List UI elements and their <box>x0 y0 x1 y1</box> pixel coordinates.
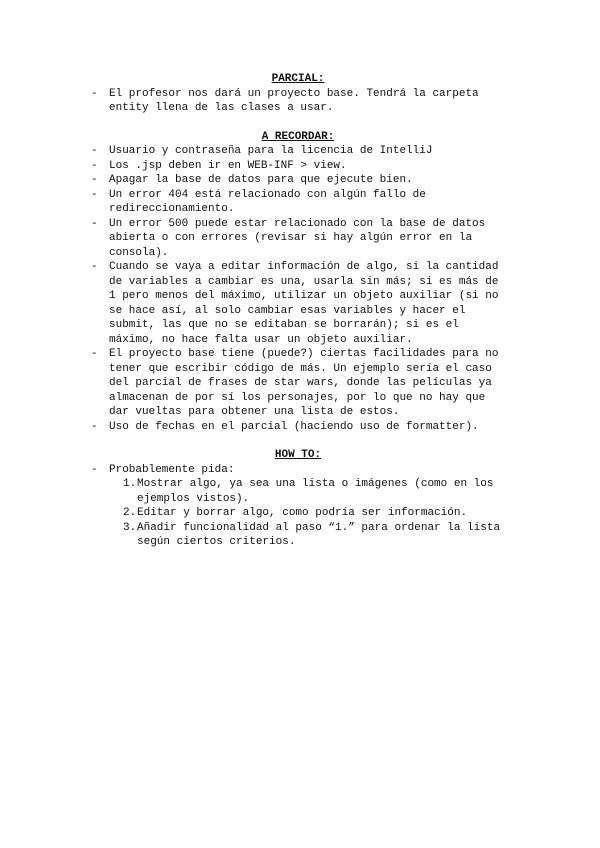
step-number: 3. <box>123 521 137 534</box>
recordar-item: - Uso de fechas en el parcial (haciendo uso de formatter). <box>88 420 508 435</box>
heading-a-recordar: A RECORDAR: <box>261 130 335 143</box>
recordar-item: - Cuando se vaya a editar información de algo, si la cantidad de variables a cambiar es una, usarla sin más; si es más de 1 pero menos del máximo, utilizar un objeto auxiliar (si no se hace así, al solo cambiar esas variables y hacer el submit, las que no se editaban se borrarán); si es el máximo, no hace falta usar un objeto auxiliar. <box>88 260 508 347</box>
step-text: Añadir funcionalidad al paso “1.” para ordenar la lista según ciertos criterios. <box>137 521 501 548</box>
recordar-item: - Usuario y contraseña para la licencia de IntelliJ <box>88 144 508 159</box>
howto-step <box>123 477 508 506</box>
howto-steps <box>88 477 508 550</box>
step-number: 1. <box>123 478 137 490</box>
parcial-item: - El profesor nos dará un proyecto base. Tendrá la carpeta entity llena de las clases a usar. <box>88 87 508 116</box>
howto-step <box>123 521 508 550</box>
recordar-item: - Los .jsp deben ir en WEB-INF > view. <box>88 159 508 174</box>
heading-parcial: PARCIAL: <box>271 73 325 85</box>
step-number: 2. <box>123 507 137 519</box>
recordar-item: - Un error 500 puede estar relacionado con la base de datos abierta o con errores (revisar si hay algún error en la consola). <box>88 217 508 261</box>
recordar-item: - El proyecto base tiene (puede?) ciertas facilidades para no tener que escribir código de más. Un ejemplo sería el caso del parcial de frases de star wars, donde las películas ya almacenan de por sí los personajes, por lo que no hay que dar vueltas para obtener una lista de estos. <box>88 347 508 420</box>
document-content <box>88 72 508 550</box>
recordar-item: - Un error 404 está relacionado con algún fallo de redireccionamiento. <box>88 188 508 217</box>
recordar-list <box>88 144 508 434</box>
howto-step <box>123 506 508 521</box>
parcial-list <box>88 87 508 116</box>
howto-list <box>88 463 508 478</box>
step-text: Mostrar algo, ya sea una lista o imágenes (como en los ejemplos vistos). <box>137 478 494 505</box>
howto-intro: Probablemente pida: <box>109 463 235 476</box>
step-text: Editar y borrar algo, como podría ser información. <box>137 507 468 519</box>
recordar-item: - Apagar la base de datos para que ejecute bien. <box>88 173 508 188</box>
howto-intro-item <box>88 463 508 478</box>
heading-how-to: HOW TO: <box>274 449 322 461</box>
